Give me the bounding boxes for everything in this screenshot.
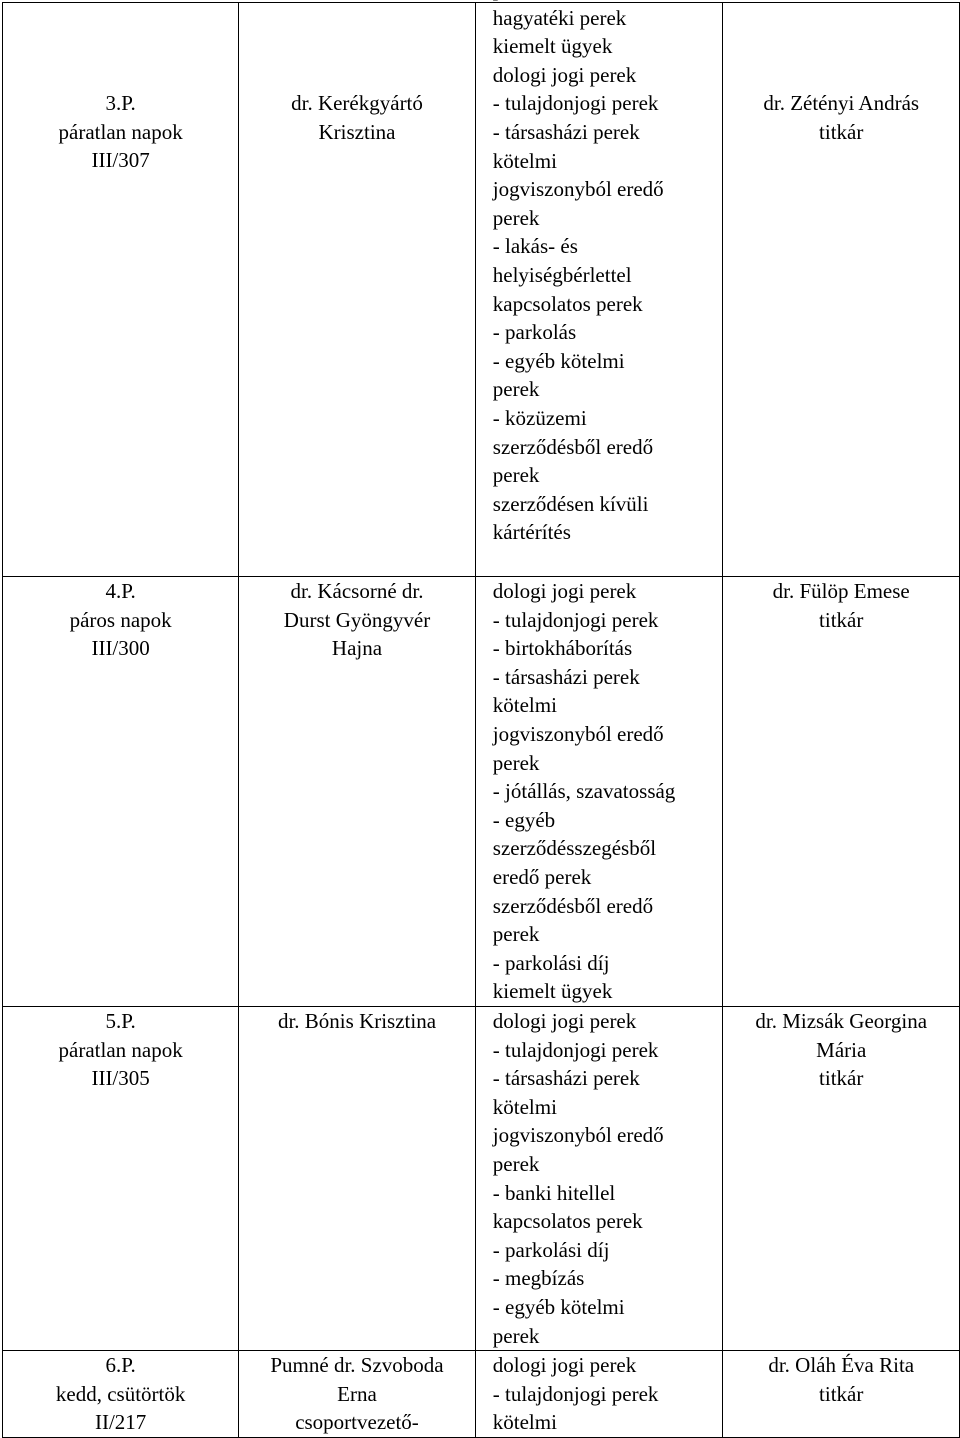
case-type: kiemelt ügyek (492, 979, 613, 1004)
room-number: III/300 (91, 636, 150, 661)
clerk-cell (723, 3, 960, 577)
room-number: II/217 (94, 1410, 147, 1435)
case-type: kötelmi (492, 1094, 557, 1119)
case-type: jogviszonyból eredő (492, 177, 664, 202)
judge-name: Erna (337, 1381, 377, 1406)
cases-cell (475, 1351, 723, 1438)
case-type: - egyéb kötelmi (492, 348, 625, 373)
room-days: páros napok (69, 607, 172, 632)
room-number: III/305 (91, 1066, 150, 1091)
case-type: kötelmi (492, 148, 557, 173)
room-cell (3, 3, 239, 577)
judge-cell (239, 1351, 476, 1438)
case-type: helyiségbérlettel (492, 262, 632, 287)
case-type: kiemelt ügyek (492, 34, 613, 59)
case-type: - társasházi perek (492, 119, 640, 144)
case-type: dologi jogi perek (492, 1353, 637, 1378)
case-type: - banki hitellel (492, 1180, 616, 1205)
case-type: hagyatéki perek (492, 5, 627, 30)
case-type: perek (492, 922, 540, 947)
case-type: dologi jogi perek (492, 579, 637, 603)
judge-name: dr. Kácsorné dr. (290, 579, 424, 603)
judge-cell (239, 3, 476, 577)
case-type: perek (492, 377, 540, 402)
cases-cell (475, 577, 723, 1007)
case-type: - birtokháborítás (492, 636, 633, 661)
case-type: perek (492, 1151, 540, 1176)
clerk-title: titkár (819, 119, 864, 144)
case-type: - lakás- és (492, 234, 578, 259)
judge-name: dr. Kerékgyártó (291, 91, 423, 115)
clerk-cell (723, 1351, 960, 1438)
judge-name: Pumné dr. Szvoboda (270, 1353, 444, 1378)
room-cell (3, 577, 239, 1007)
judge-name: dr. Bónis Krisztina (277, 1009, 437, 1033)
case-type: - társasházi perek (492, 664, 640, 689)
case-type: szerződésből eredő (492, 893, 654, 918)
room-code: 5.P. (105, 1009, 136, 1033)
case-type: perek (492, 205, 540, 230)
room-days: páratlan napok (58, 119, 183, 144)
case-type: dologi jogi perek (492, 1009, 637, 1033)
cases-cell (475, 1007, 723, 1351)
room-cell (3, 1351, 239, 1438)
case-type: - társasházi perek (492, 1066, 640, 1091)
case-type: kapcsolatos perek (492, 1209, 643, 1234)
case-type: jogviszonyból eredő (492, 721, 664, 746)
clerk-cell (723, 577, 960, 1007)
table-row (3, 1351, 960, 1438)
room-cell (3, 1007, 239, 1351)
judge-name: Durst Gyöngyvér (283, 607, 431, 632)
case-type: perek (492, 1323, 540, 1348)
cases-cell (475, 3, 723, 577)
case-type: - parkolás (492, 320, 577, 345)
case-type: - egyéb (492, 807, 556, 832)
room-code: 3.P. (105, 91, 136, 115)
judge-role: csoportvezető- (295, 1410, 419, 1435)
case-type: - megbízás (492, 1266, 585, 1291)
case-type: kapcsolatos perek (492, 291, 643, 316)
clerk-name: Mária (816, 1037, 867, 1062)
judge-cell (239, 577, 476, 1007)
case-type: kártérítés (492, 520, 571, 545)
case-type: szerződésből eredő (492, 434, 654, 459)
clerk-title: titkár (819, 607, 864, 632)
case-type: - tulajdonjogi perek (492, 1381, 659, 1406)
clerk-title: titkár (819, 1066, 864, 1091)
case-type: - tulajdonjogi perek (492, 91, 659, 116)
case-type: perek (492, 750, 540, 775)
case-type: kötelmi (492, 693, 557, 718)
table-row (3, 3, 960, 577)
case-type: jogviszonyból eredő (492, 1123, 664, 1148)
table-row (3, 1007, 960, 1351)
case-type: dologi jogi perek (492, 62, 637, 87)
clerk-title: titkár (819, 1381, 864, 1406)
room-days: páratlan napok (58, 1037, 183, 1062)
clerk-cell (723, 1007, 960, 1351)
case-type: - jótállás, szavatosság (492, 779, 676, 804)
case-type: perek (492, 463, 540, 488)
case-type: kötelmi (492, 1410, 557, 1435)
case-type: eredő perek (492, 864, 592, 889)
case-type: - tulajdonjogi perek (492, 607, 659, 632)
case-type: szerződésszegésből (492, 836, 657, 861)
case-type: - közüzemi (492, 405, 587, 430)
court-schedule-table (2, 2, 960, 1438)
judge-name: Hajna (331, 636, 383, 661)
table-row (3, 577, 960, 1007)
room-number: III/307 (91, 148, 150, 173)
case-type: - parkolási díj (492, 1237, 610, 1262)
case-type: - egyéb kötelmi (492, 1294, 625, 1319)
case-type: - parkolási díj (492, 950, 610, 975)
room-days: kedd, csütörtök (55, 1381, 186, 1406)
clerk-name: dr. Oláh Éva Rita (768, 1353, 915, 1378)
case-type: szerződésen kívüli (492, 491, 649, 516)
clerk-name: dr. Zétényi András (763, 91, 920, 115)
judge-name: Krisztina (318, 119, 396, 144)
clerk-name: dr. Mizsák Georgina (755, 1009, 928, 1033)
case-type: - tulajdonjogi perek (492, 1037, 659, 1062)
room-code: 4.P. (105, 579, 136, 603)
judge-cell (239, 1007, 476, 1351)
room-code: 6.P. (105, 1353, 136, 1378)
clerk-name: dr. Fülöp Emese (772, 579, 910, 603)
